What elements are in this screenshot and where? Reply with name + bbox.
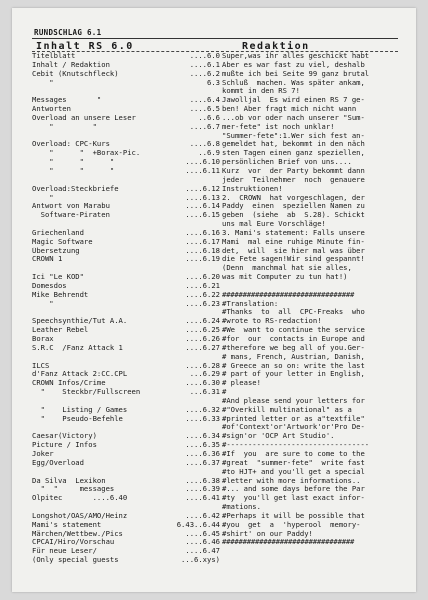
- toc-page: ....6.17: [185, 236, 220, 246]
- toc-title: CROWN Infos/Crime: [32, 379, 106, 388]
- redaktion-line: #---------------------------------: [222, 441, 370, 450]
- redaktion-line: #to HJT+ and you'll get a special: [222, 467, 365, 476]
- redaktion-line: # please!: [222, 379, 261, 388]
- toc-page: ....6.47: [185, 546, 220, 556]
- redaktion-line: Instruktionen!: [222, 184, 283, 193]
- redaktion-line: ben! Aber fragt mich nicht wann: [222, 105, 357, 114]
- redaktion-line: #: [222, 388, 227, 397]
- toc-page: ....6.11: [185, 165, 220, 175]
- toc-page: ....6.45: [185, 528, 220, 538]
- toc-entry: [32, 300, 220, 309]
- toc-title: Overload:Steckbriefe: [32, 184, 119, 193]
- redaktion-line: #wrote to RS-redaction!: [222, 317, 322, 326]
- toc-page: ....6.22: [185, 289, 220, 299]
- redaktion-line: Kurz vor der Party bekommt dann: [222, 166, 365, 175]
- toc-title: Griechenland: [32, 228, 84, 237]
- redaktion-line: Mami mal eine ruhige Minute fin-: [222, 237, 365, 246]
- document-page: [12, 8, 416, 592]
- redaktion-line: #... and some days before the Par: [222, 485, 365, 494]
- toc-entry: [32, 494, 220, 503]
- redaktion-line: #We want to continue the service: [222, 326, 365, 335]
- redaktion-line: # part of your letter in English,: [222, 370, 365, 379]
- redaktion-line: #you get a 'hyperool memory-: [222, 520, 361, 529]
- toc-page: ....6.12: [185, 183, 220, 193]
- redaktion-line: #printed letter or as a"textfile": [222, 414, 365, 423]
- toc-page: ....6.26: [185, 334, 220, 343]
- table-of-contents: [32, 52, 220, 565]
- header-rule: [32, 38, 398, 39]
- redaktion-line: #And please send your letters for: [222, 396, 365, 405]
- redaktion-line: #letter with more informations..: [222, 476, 361, 485]
- toc-title: Antworten: [32, 105, 71, 114]
- toc-page: ...6.31: [189, 387, 220, 397]
- toc-title: Domesdos: [32, 281, 67, 290]
- redaktion-line: "Summer-fete":1.Wer sich fest an-: [222, 131, 365, 140]
- toc-page: ....6.41: [185, 493, 220, 503]
- toc-title: CROWN 1: [32, 255, 63, 264]
- redaktion-line: #sign'or 'OCP Art Studio'.: [222, 432, 335, 441]
- toc-title: Cebit (Knutschfleck): [32, 69, 119, 78]
- toc-page: ....6.46: [185, 537, 220, 547]
- toc-entry: [32, 105, 220, 114]
- redaktion-line: #Thanks to all CPC-Freaks who: [222, 308, 365, 317]
- toc-page: ....6.28: [185, 360, 220, 370]
- redaktion-line: #Perhaps it will be possible that: [222, 511, 365, 520]
- toc-title: " Listing / Games: [32, 405, 128, 414]
- redaktion-line: #ty you'll get last exact infor-: [222, 494, 365, 503]
- redaktion-line: #mations.: [222, 503, 261, 512]
- redaktion-column: [222, 52, 418, 547]
- redaktion-line: [222, 282, 418, 291]
- toc-page: 6.43..6.44: [176, 519, 220, 529]
- toc-title: " Pseudo-Befehle: [32, 414, 123, 423]
- redaktion-heading: Redaktion: [242, 41, 310, 52]
- toc-title: Ici "Le KOD": [32, 273, 84, 282]
- redaktion-line: mußte ich bei Seite 99 ganz brutal: [222, 69, 370, 78]
- toc-page: ....6.18: [185, 245, 220, 255]
- toc-page: ....6.14: [185, 201, 220, 211]
- toc-entry: [32, 344, 220, 353]
- redaktion-line: uns mal Eure Vorschläge!: [222, 220, 326, 229]
- toc-title: Märchen/Wettbew./Pics: [32, 529, 123, 538]
- toc-page: ....6.42: [185, 510, 220, 520]
- toc-page: ....6.10: [185, 157, 220, 167]
- redaktion-line: det, will sie hier mal was über: [222, 246, 365, 255]
- toc-page: ....6.27: [185, 342, 220, 352]
- redaktion-line: #great "summer-fete" write fast: [222, 458, 365, 467]
- toc-entry: [32, 459, 220, 468]
- redaktion-line: ...ob vor oder nach unserer "Sum-: [222, 113, 365, 122]
- toc-entry: [32, 556, 220, 565]
- redaktion-line: Aber es war fast zu viel, deshalb: [222, 60, 365, 69]
- toc-title: " " ": [32, 166, 115, 175]
- toc-title: ILCS: [32, 361, 50, 370]
- inhalt-heading: Inhalt RS 6.0: [36, 41, 134, 52]
- redaktion-line: #for our contacts in Europe and: [222, 335, 365, 343]
- redaktion-line: 2. CROWN hat vorgeschlagen, der: [222, 193, 365, 202]
- toc-page: ....6.24: [185, 316, 220, 326]
- toc-page: ....6.7: [189, 121, 220, 131]
- toc-title: Mike Behrendt: [32, 290, 89, 299]
- toc-entry: [32, 70, 220, 79]
- redaktion-line: (Denn manchmal hat sie alles,: [222, 264, 352, 273]
- toc-page: ....6.37: [185, 457, 220, 467]
- redaktion-line: sten Tagen einen ganz speziellen,: [222, 149, 365, 158]
- toc-entry: [32, 123, 220, 132]
- toc-page: ....6.15: [185, 210, 220, 220]
- toc-page: ....6.30: [185, 378, 220, 388]
- redaktion-line: jeder Teilnehmer noch genauere: [222, 175, 365, 184]
- toc-title: Titelblatt: [32, 52, 76, 60]
- toc-page: ....6.38: [185, 475, 220, 485]
- toc-title: Speechsynthie/Tut A.A.: [32, 317, 128, 326]
- redaktion-line: #Translation:: [222, 299, 279, 308]
- redaktion-line: was mit Computer zu tun hat!): [222, 273, 348, 282]
- toc-title: Borax: [32, 335, 54, 343]
- toc-entry: [32, 167, 220, 176]
- redaktion-line: #of'Context'or'Artwork'or'Pro De-: [222, 423, 365, 432]
- toc-entry: [32, 415, 220, 424]
- redaktion-line: Schluß machen. Was später ankam,: [222, 78, 365, 87]
- toc-title: Olpitec ....6.40: [32, 494, 128, 503]
- toc-title: " " messages: [32, 485, 115, 494]
- toc-page: ....6.35: [185, 440, 220, 450]
- toc-title: Messages ": [32, 96, 102, 105]
- toc-title: Overload: CPC-Kurs: [32, 140, 110, 149]
- toc-title: Overload an unsere Leser: [32, 113, 136, 122]
- toc-page: ....6.23: [185, 298, 220, 308]
- redaktion-line: 3. Mami's statement: Falls unsere: [222, 228, 365, 237]
- toc-page: ..6.6: [198, 112, 220, 122]
- toc-page: ....6.33: [185, 413, 220, 423]
- toc-page: ....6.20: [185, 272, 220, 282]
- toc-page: ....6.13: [185, 192, 220, 202]
- toc-page: ....6.0: [189, 51, 220, 60]
- toc-title: Egg/Overload: [32, 458, 84, 467]
- toc-title: Software-Piraten: [32, 211, 110, 220]
- toc-title: " Steckbr/Fullscreen: [32, 388, 141, 397]
- toc-title: S.R.C /Fanz Attack 1: [32, 343, 123, 352]
- toc-page: ....6.39: [185, 484, 220, 494]
- toc-page: 6.3: [207, 77, 220, 87]
- toc-title: ": [32, 299, 54, 308]
- running-head: RUNDSCHLAG 6.1: [34, 28, 102, 37]
- redaktion-line: kommt in den RS 7!: [222, 87, 300, 96]
- redaktion-line: gemeldet hat, bekommt in den näch: [222, 140, 365, 149]
- toc-title: ": [32, 78, 54, 87]
- toc-title: Für neue Leser/: [32, 547, 97, 556]
- toc-title: d'Fanz Attack 2:CC.CPL: [32, 370, 128, 379]
- toc-page: ....6.34: [185, 431, 220, 441]
- toc-entry: [32, 211, 220, 220]
- redaktion-line: #shirt' on our Paddy!: [222, 529, 313, 538]
- toc-page: ....6.21: [185, 280, 220, 290]
- toc-title: Leather Rebel: [32, 326, 89, 335]
- toc-page: ....6.1: [189, 59, 220, 69]
- toc-entry: [32, 140, 220, 149]
- redaktion-line: #therefore we beg all of you.Ger-: [222, 343, 365, 352]
- redaktion-line: ################################: [222, 290, 355, 299]
- toc-entry: [32, 79, 220, 88]
- toc-title: Inhalt / Redaktion: [32, 60, 110, 69]
- redaktion-line: Super,was ihr alles geschickt habt: [222, 52, 370, 60]
- toc-page: ....6.36: [185, 448, 220, 458]
- toc-title: " " +Borax-Pic.: [32, 149, 141, 158]
- toc-title: ": [32, 193, 54, 202]
- toc-title: CPCAI/Hiro/Vorschau: [32, 538, 115, 547]
- redaktion-line: Jawolljal Es wird einen RS 7 ge-: [222, 96, 365, 105]
- toc-title: Mami's statement: [32, 520, 102, 529]
- toc-page: ....6.8: [189, 139, 220, 149]
- toc-title: Caesar(Victory): [32, 432, 97, 441]
- toc-title: Antwort von Marabu: [32, 202, 110, 211]
- toc-page: ...6.29: [189, 369, 220, 379]
- toc-title: Longshot/OAS/AMO/Heinz: [32, 511, 128, 520]
- redaktion-line: die Fete sagen!Wir sind gespannt!: [222, 255, 365, 264]
- redaktion-line: #"Overkill multinational" as a: [222, 405, 352, 414]
- toc-page: ....6.2: [189, 68, 220, 78]
- redaktion-line: # mans, French, Austrian, Danish,: [222, 352, 365, 361]
- toc-page: ....6.32: [185, 404, 220, 414]
- toc-page: ..6.9: [198, 148, 220, 158]
- toc-title: Da Silva Lexikon: [32, 476, 106, 485]
- toc-title: (Only special guests: [32, 556, 119, 565]
- toc-entry: [32, 388, 220, 397]
- toc-entry: [32, 255, 220, 264]
- toc-title: " ": [32, 122, 97, 131]
- toc-page: ....6.16: [185, 227, 220, 237]
- toc-page: ....6.25: [185, 325, 220, 335]
- redaktion-line: Paddy einen speziellen Namen zu: [222, 202, 365, 211]
- toc-page: ....6.19: [185, 254, 220, 264]
- toc-title: Magic Software: [32, 237, 93, 246]
- toc-title: " " ": [32, 158, 115, 167]
- redaktion-line: # Greece an so on: write the last: [222, 361, 365, 370]
- toc-title: Joker: [32, 449, 54, 458]
- redaktion-line: mer-fete" ist noch unklar!: [222, 122, 335, 131]
- toc-page: ....6.5: [189, 104, 220, 114]
- toc-page: ....6.4: [189, 95, 220, 105]
- redaktion-line: #If you are sure to come to the: [222, 449, 365, 458]
- toc-title: Picture / Infos: [32, 441, 97, 450]
- redaktion-line: persönlichen Brief von uns....: [222, 158, 352, 167]
- toc-page: ...6.xys): [181, 555, 220, 565]
- redaktion-line: geben (siehe ab S.28). Schickt: [222, 211, 365, 220]
- toc-title: Übersetzung: [32, 246, 80, 255]
- redaktion-line: ################################: [222, 538, 355, 547]
